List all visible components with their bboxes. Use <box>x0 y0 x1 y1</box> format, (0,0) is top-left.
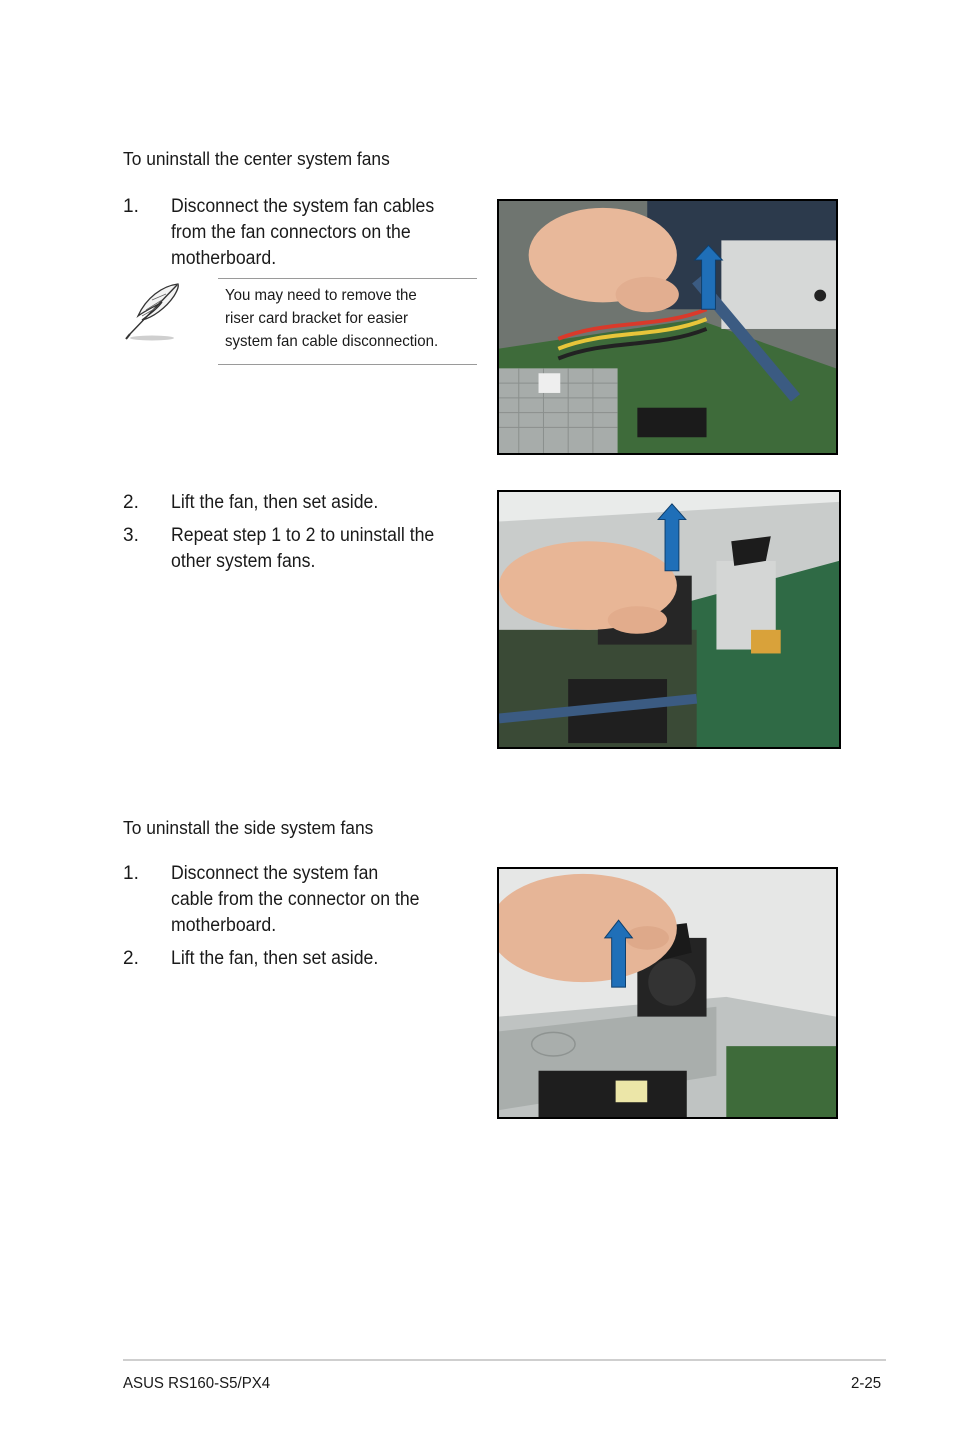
step-line: cable from the connector on the <box>171 889 420 910</box>
note-bottom-rule <box>218 364 477 365</box>
footer-page-number: 2-25 <box>851 1375 882 1392</box>
step-number: 2. <box>123 948 139 969</box>
step-line: other system fans. <box>171 551 316 572</box>
footer-product-name: ASUS RS160-S5/PX4 <box>123 1375 271 1392</box>
step-line: Repeat step 1 to 2 to uninstall the <box>171 525 435 546</box>
step-text <box>171 523 434 575</box>
note-top-rule <box>218 278 477 279</box>
section-heading-center: To uninstall the center system fans <box>123 148 390 169</box>
step-number: 3. <box>123 525 139 546</box>
note-line: system fan cable disconnection. <box>225 333 439 350</box>
center-step-3 <box>123 523 483 575</box>
side-step-2 <box>123 946 483 972</box>
step-text <box>171 194 434 272</box>
note-line: You may need to remove the <box>225 287 417 304</box>
step-text <box>171 861 420 939</box>
step-line: Disconnect the system fan cables <box>171 196 435 217</box>
feather-pen-icon <box>122 280 184 342</box>
step-number: 1. <box>123 196 139 217</box>
photo-lift-center-fan <box>497 490 841 749</box>
footer-rule <box>123 1359 886 1361</box>
section-heading-side: To uninstall the side system fans <box>123 817 374 838</box>
step-text <box>171 490 378 516</box>
step-number: 1. <box>123 863 139 884</box>
step-line: motherboard. <box>171 248 277 269</box>
center-step-2 <box>123 490 483 516</box>
center-step-1 <box>123 194 483 274</box>
photo-lift-side-fan <box>497 867 838 1119</box>
side-step-1 <box>123 861 483 941</box>
step-line: motherboard. <box>171 915 277 936</box>
step-line: Disconnect the system fan <box>171 863 379 884</box>
step-line: Lift the fan, then set aside. <box>171 948 379 969</box>
step-line: Lift the fan, then set aside. <box>171 492 379 513</box>
step-number: 2. <box>123 492 139 513</box>
note-text <box>225 284 469 353</box>
step-line: from the fan connectors on the <box>171 222 411 243</box>
photo-disconnect-fan-cables <box>497 199 838 455</box>
step-text <box>171 946 378 972</box>
note-line: riser card bracket for easier <box>225 310 409 327</box>
